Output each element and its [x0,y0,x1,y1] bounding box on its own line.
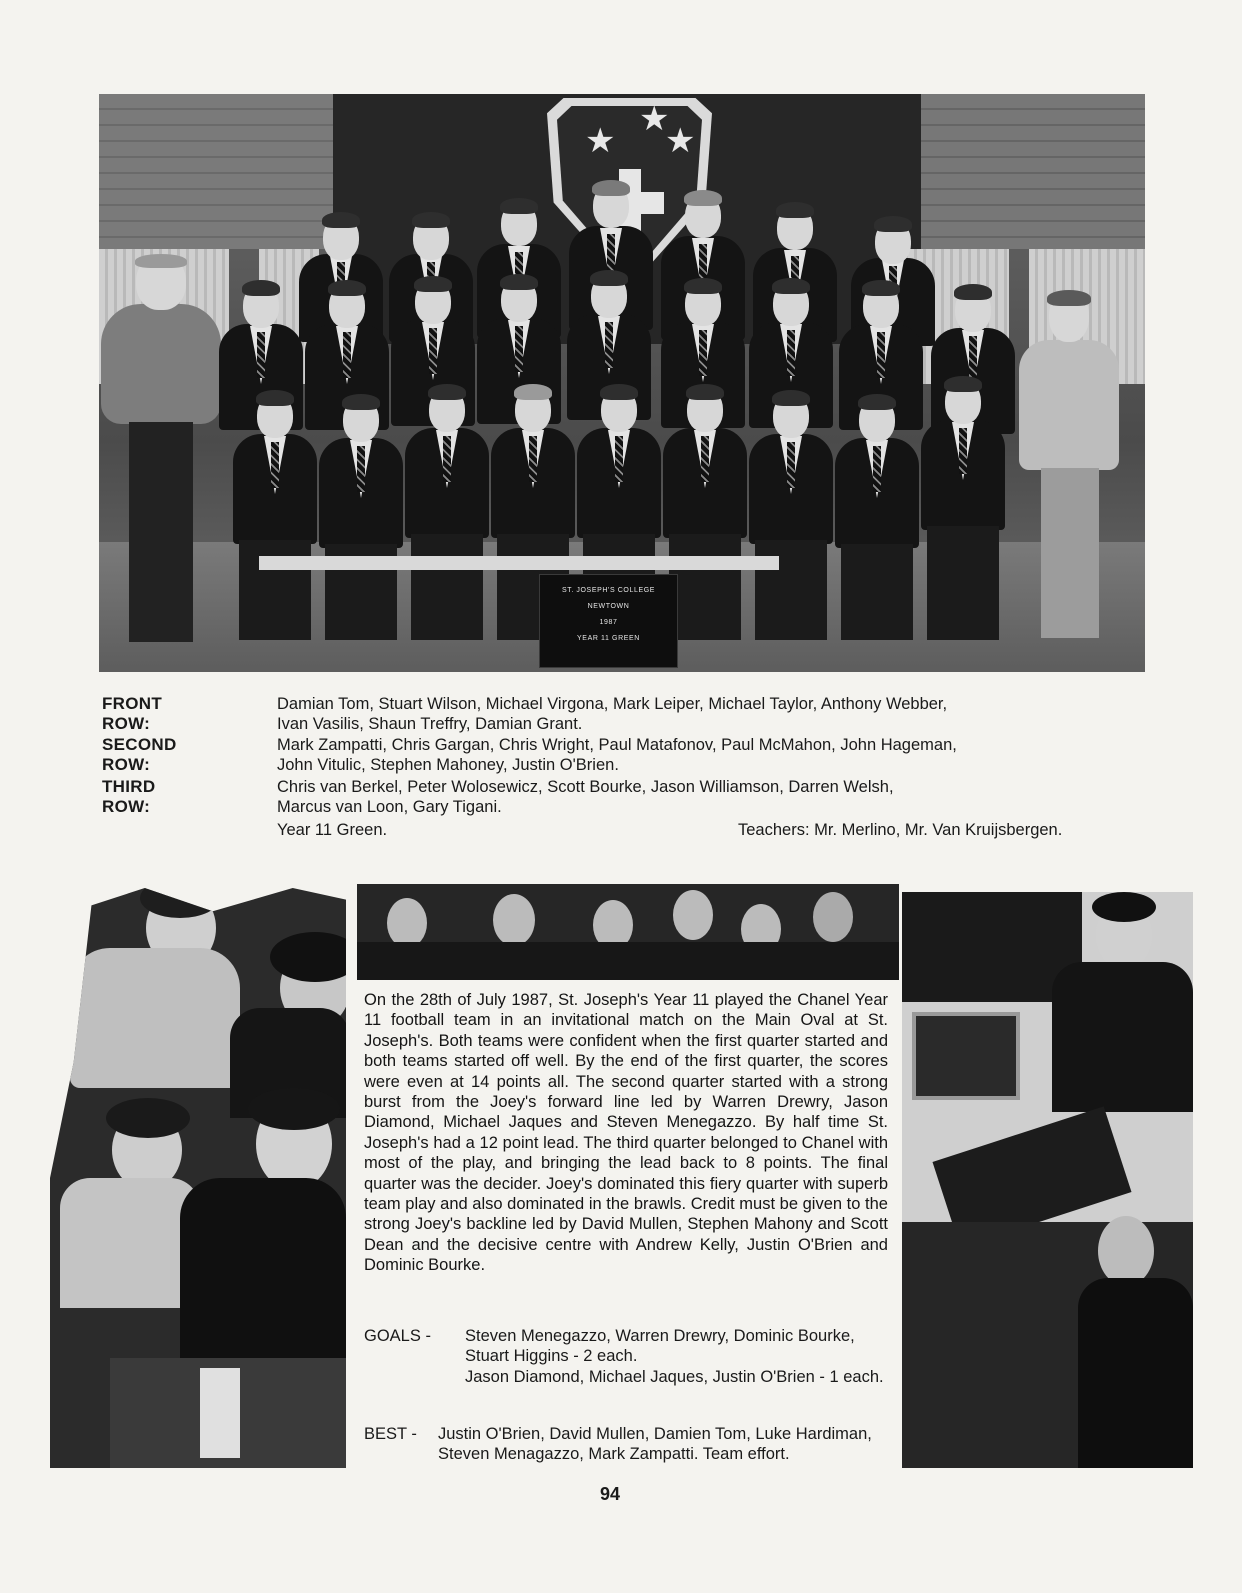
goals-list [465,1326,885,1387]
teacher-figure [1019,290,1119,650]
page-number: 94 [600,1484,621,1504]
wood-panel-right [921,94,1145,249]
hair [1092,892,1156,922]
student-figure [319,394,403,650]
third-row-line: Chris van Berkel, Peter Wolosewicz, Scott Bourke, Jason Williamson, Darren Welsh, [277,778,894,796]
second-row-label: SECOND ROW: [102,735,177,774]
front-row-label: FRONT ROW: [102,694,163,733]
second-row-names [277,735,1137,775]
face [1098,1216,1154,1286]
teachers-credit: Teachers: Mr. Merlino, Mr. Van Kruijsbergen. [738,821,1063,839]
shirt [60,1178,200,1308]
front-row-line: Damian Tom, Stuart Wilson, Michael Virgona, Mark Leiper, Michael Taylor, Anthony Webber, [277,695,948,713]
third-row-names [277,777,1137,817]
collage-photo-top [357,884,899,980]
bench [259,556,779,570]
face [493,894,535,946]
goals-label: GOALS - [364,1327,431,1345]
jumper [1078,1278,1193,1468]
star-icon: ★ [665,121,696,161]
best-list: Justin O'Brien, David Mullen, Damien Tom, Luke Hardiman, Steven Menagazzo, Mark Zampatti. Team effort. [438,1425,872,1464]
shirt [70,948,240,1088]
match-report: On the 28th of July 1987, St. Joseph's Year 11 played the Chanel Year 11 football team in an invitational match on the Main Oval at St. Joseph's. Both teams were confident when the first quarter started and both teams started off well. By the end of the first quarter, the scores were even at 14 points all. The second quarter started with a strong burst from the Joey's forward line led by Warren Drewry, Jason Diamond, Michael Jaques and Steven Menegazzo. By half time St. Joseph's had a 12 point lead. The third quarter belonged to Chanel with most of the play, and bringing the lead back to 8 points. The final quarter was the decider. Joey's dominated this fiery quarter with superb team play and also dominated in the brawls. Credit must be given to the strong Joey's backline led by David Mullen, Stephen Mahony and Scott Dean and the decisive centre with Andrew Kelly, Justin O'Brien and Dominic Bourke. [364,991,888,1275]
student-figure [921,376,1005,650]
television [912,1012,1020,1100]
student-figure [233,390,317,650]
blazer [1052,962,1193,1112]
collage-photo-right [902,892,1193,1468]
front-row-names [277,694,1137,734]
teacher-figure [101,254,221,654]
star-icon: ★ [639,99,670,139]
third-row-label: THIRD ROW: [102,777,156,816]
student-figure [405,384,489,650]
hair [248,1088,340,1130]
blazers [357,942,899,980]
sign-line: ST. JOSEPH'S COLLEGE [561,587,656,594]
third-row-line: Marcus van Loon, Gary Tigani. [277,798,502,816]
second-row-line: Mark Zampatti, Chris Gargan, Chris Wright, Paul Matafonov, Paul McMahon, John Hageman, [277,736,957,754]
student-figure [749,390,833,650]
class-sign [539,574,678,668]
sign-line: 1987 [599,619,618,626]
face [387,898,427,948]
class-name: Year 11 Green. [277,821,388,839]
face [673,890,713,940]
student-figure [835,394,919,650]
collage-photo-left [50,888,346,1468]
group-photo [99,94,1145,672]
sign-line: YEAR 11 GREEN [577,635,640,642]
bag-stripe [200,1368,240,1458]
star-icon: ★ [585,121,616,161]
jumper [180,1178,346,1358]
goals-line: Steven Menegazzo, Warren Drewry, Dominic Bourke, Stuart Higgins - 2 each. [465,1327,855,1366]
hair [106,1098,190,1138]
goals-line: Jason Diamond, Michael Jaques, Justin O'Brien - 1 each. [465,1367,884,1386]
sign-line: NEWTOWN [587,603,630,610]
face [813,892,853,942]
best-label: BEST - [364,1425,417,1443]
second-row-line: John Vitulic, Stephen Mahoney, Justin O'Brien. [277,756,619,774]
wood-panel-left [99,94,333,249]
front-row-line: Ivan Vasilis, Shaun Treffry, Damian Grant. [277,715,583,733]
